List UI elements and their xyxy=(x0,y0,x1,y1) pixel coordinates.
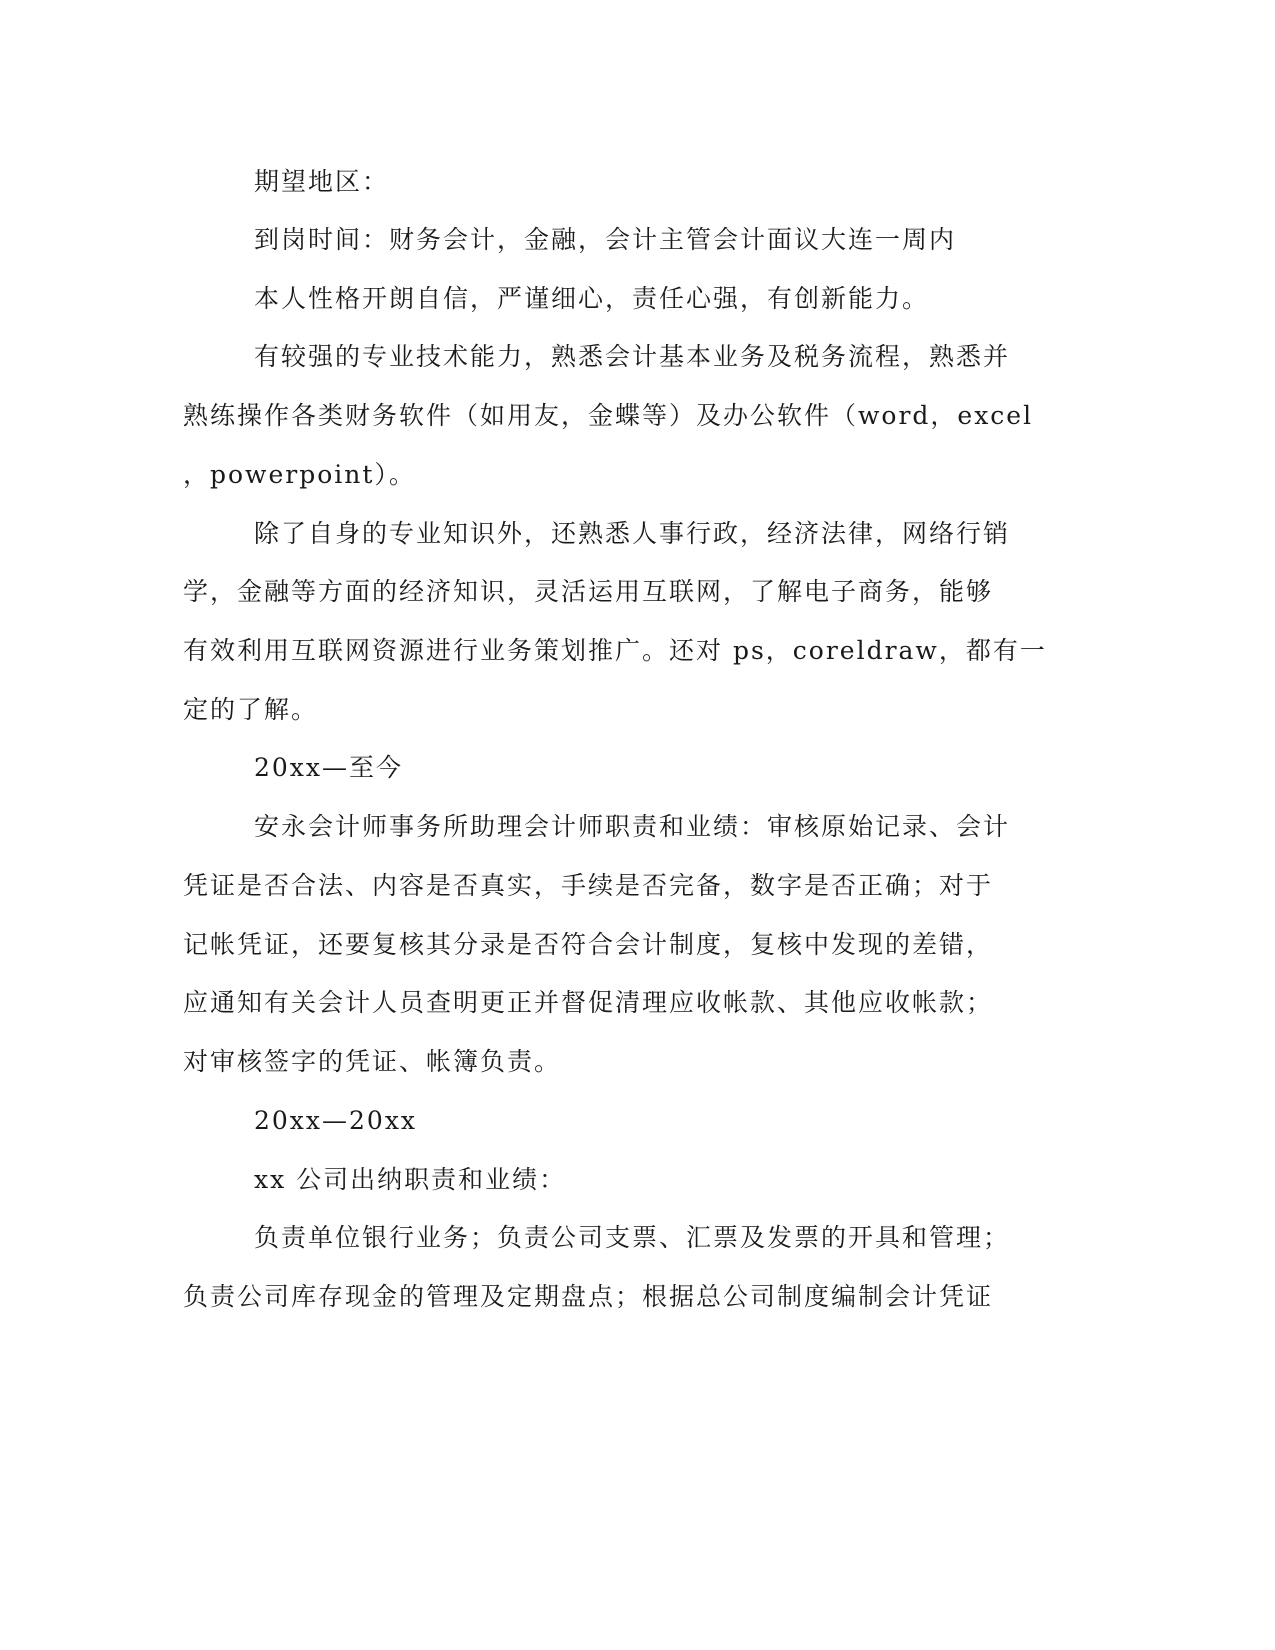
line-knowledge-4: 定的了解。 xyxy=(183,695,319,724)
line-knowledge-1: 除了自身的专业知识外，还熟悉人事行政，经济法律，网络行销 xyxy=(254,519,1011,548)
line-job-1-3: 记帐凭证，还要复核其分录是否符合会计制度，复核中发现的差错， xyxy=(183,930,994,959)
line-job-1-2: 凭证是否合法、内容是否真实，手续是否完备，数字是否正确；对于 xyxy=(183,871,994,900)
line-skills-1: 有较强的专业技术能力，熟悉会计基本业务及税务流程，熟悉并 xyxy=(254,342,1011,371)
line-personality: 本人性格开朗自信，严谨细心，责任心强，有创新能力。 xyxy=(254,284,930,313)
line-job-2-1: 负责单位银行业务；负责公司支票、汇票及发票的开具和管理； xyxy=(254,1223,1011,1252)
line-job-1-4: 应通知有关会计人员查明更正并督促清理应收帐款、其他应收帐款； xyxy=(183,988,994,1017)
line-skills-2: 熟练操作各类财务软件（如用友，金蝶等）及办公软件（word，excel xyxy=(183,401,1034,430)
line-job-1-5: 对审核签字的凭证、帐簿负责。 xyxy=(183,1047,562,1076)
line-start-time: 到岗时间：财务会计，金融，会计主管会计面议大连一周内 xyxy=(254,225,957,254)
line-job-2-2: 负责公司库存现金的管理及定期盘点；根据总公司制度编制会计凭证 xyxy=(183,1282,994,1311)
line-knowledge-3: 有效利用互联网资源进行业务策划推广。还对 ps，coreldraw，都有一 xyxy=(183,636,1047,665)
line-period-1: 20xx—至今 xyxy=(254,753,404,782)
line-skills-3: ，powerpoint）。 xyxy=(183,460,416,489)
line-knowledge-2: 学，金融等方面的经济知识，灵活运用互联网，了解电子商务，能够 xyxy=(183,577,994,606)
line-expected-region: 期望地区： xyxy=(254,167,390,196)
line-job-2-title: xx 公司出纳职责和业绩： xyxy=(254,1165,567,1194)
line-job-1-1: 安永会计师事务所助理会计师职责和业绩：审核原始记录、会计 xyxy=(254,812,1011,841)
line-period-2: 20xx—20xx xyxy=(254,1106,418,1135)
